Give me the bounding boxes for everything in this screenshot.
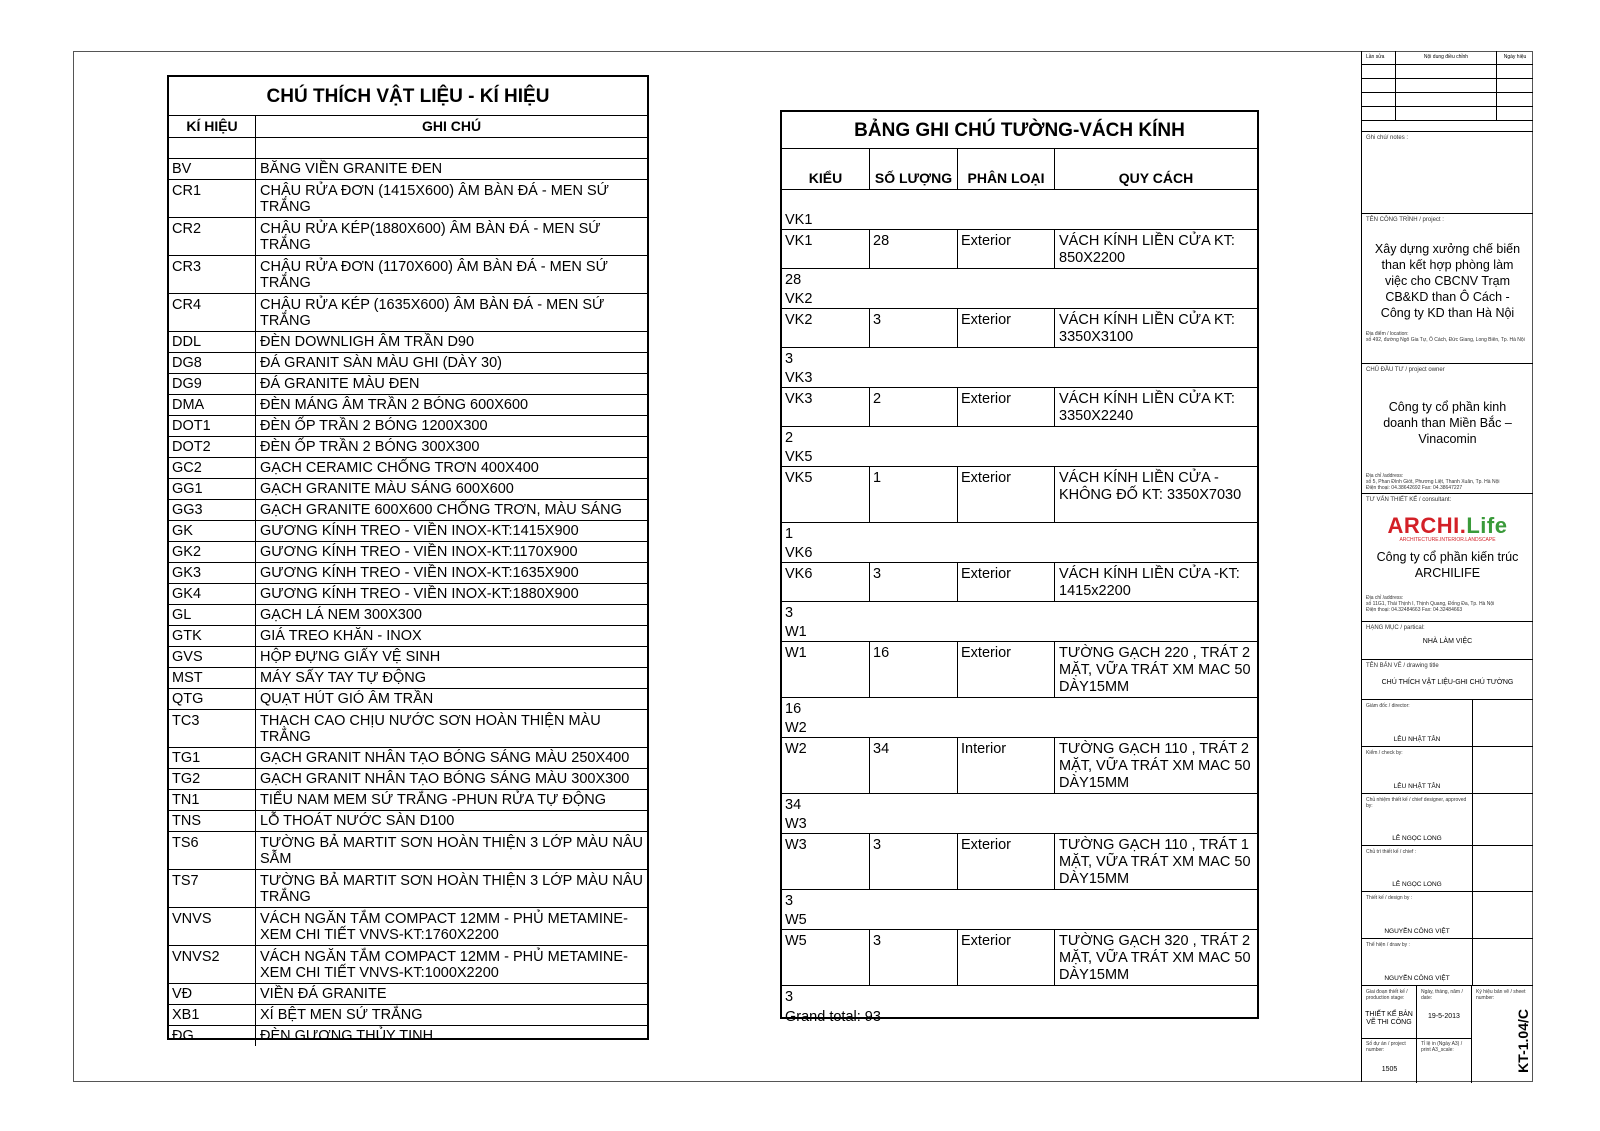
legend-row: [169, 332, 647, 353]
legend-note: GƯƠNG KÍNH TREO - VIỀN INOX-KT:1880X900: [260, 586, 579, 602]
legend-code: DOT1: [169, 416, 256, 436]
consultant-phone: Điện thoại: 04.32484663 Fax: 04.32484663: [1366, 607, 1463, 613]
schedule-spec: VÁCH KÍNH LIỀN CỬA -KT: 1415x2200: [1059, 566, 1240, 599]
rev-col-date: Ngày hiệu: [1503, 54, 1527, 60]
consultant-label: TƯ VẤN THIẾT KẾ / consultant:: [1366, 497, 1452, 503]
legend-code: CR4: [169, 294, 256, 331]
schedule-group-label: VK5: [785, 449, 813, 465]
legend-title: CHÚ THÍCH VẬT LIỆU - KÍ HIỆU: [169, 77, 647, 116]
notes-label: Ghi chú/ notes :: [1366, 135, 1409, 141]
legend-code: TG2: [169, 769, 256, 789]
schedule-qty: 3: [870, 563, 958, 601]
schedule-col-class: PHÂN LOẠI: [958, 149, 1055, 189]
legend-note: TƯỜNG BẢ MARTIT SƠN HOÀN THIỆN 3 LỚP MÀU NÂU SẪM: [260, 835, 643, 867]
legend-note: ĐÁ GRANITE MÀU ĐEN: [260, 376, 420, 392]
schedule-spec: VÁCH KÍNH LIỀN CỬA KT: 3350X2240: [1059, 391, 1235, 424]
legend-code: BV: [169, 159, 256, 179]
schedule-header-row: [782, 149, 1257, 190]
signer-row: [1362, 845, 1533, 891]
rev-col-number: Lần sửa: [1362, 51, 1396, 64]
signer-row: [1362, 699, 1533, 746]
legend-note: HỘP ĐỰNG GIẤY VỆ SINH: [260, 649, 441, 665]
schedule-class: Exterior: [958, 309, 1055, 347]
schedule-group-footer: 3: [785, 605, 794, 621]
drawing-title-section: [1362, 659, 1533, 699]
legend-col-symbol: KÍ HIỆU: [169, 116, 256, 137]
schedule-type: W1: [782, 642, 870, 697]
legend-note: ĐÁ GRANIT SÀN MÀU GHI (DÀY 30): [260, 355, 502, 371]
stage-value: THIẾT KẾ BẢN VẼ THI CÔNG: [1365, 1011, 1413, 1026]
schedule-group-label: W1: [785, 624, 807, 640]
drawing-no-label: Ký hiệu bản vẽ / sheet number:: [1476, 989, 1526, 1001]
item-value: NHÀ LÀM VIỆC: [1422, 638, 1473, 645]
project-section: [1362, 213, 1533, 363]
consultant-address-label: Địa chỉ /address:: [1366, 595, 1404, 601]
schedule-spec: TƯỜNG GẠCH 320 , TRÁT 2 MẶT, VỮA TRÁT XM MAC 50 DÀY15MM: [1059, 933, 1251, 983]
legend-code: CR2: [169, 218, 256, 255]
legend-code: VNVS2: [169, 946, 256, 983]
legend-code: GVS: [169, 647, 256, 667]
schedule-group-footer: 1: [785, 526, 794, 542]
signer-role: Kiểm / check by:: [1366, 750, 1403, 756]
signer-role: Thể hiện / draw by :: [1366, 942, 1410, 948]
legend-code: QTG: [169, 689, 256, 709]
legend-note: GƯƠNG KÍNH TREO - VIỀN INOX-KT:1635X900: [260, 565, 579, 581]
schedule-group-label: VK2: [785, 291, 813, 307]
schedule-group-label: VK6: [785, 545, 813, 561]
schedule-row: [782, 467, 1257, 523]
legend-row: [169, 626, 647, 647]
legend-row: [169, 395, 647, 416]
project-name: Xây dựng xưởng chế biến than kết hợp phòng làm việc cho CBCNV Trạm CB&KD than Ô Cách - Công ty KD than Hà Nội: [1374, 242, 1521, 320]
signer-role: Chủ trì thiết kế / chief :: [1366, 849, 1417, 855]
legend-note: VÁCH NGĂN TẮM COMPACT 12MM - PHỦ METAMINE-XEM CHI TIẾT VNVS-KT:1760X2200: [260, 911, 628, 943]
schedule-group-footer: 28: [785, 272, 802, 288]
schedule-group-footer: 2: [785, 430, 794, 446]
legend-row: [169, 542, 647, 563]
schedule-type: VK3: [782, 388, 870, 426]
legend-row: [169, 256, 647, 294]
signer-name: NGUYỄN CÔNG VIỆT: [1384, 975, 1450, 982]
legend-row: [169, 769, 647, 790]
legend-note: THẠCH CAO CHỊU NƯỚC SƠN HOÀN THIỆN MÀU TRẮNG: [260, 713, 601, 745]
schedule-group-footer: 16: [785, 701, 802, 717]
scale-label: Tỉ lệ in (Ngày A3) / print A3_scale:: [1421, 1041, 1463, 1053]
legend-code: GG3: [169, 500, 256, 520]
schedule-row: [782, 930, 1257, 986]
legend-code: GL: [169, 605, 256, 625]
schedule-type: VK1: [782, 230, 870, 268]
schedule-type: W5: [782, 930, 870, 985]
schedule-qty: 1: [870, 467, 958, 522]
schedule-group-header: [782, 523, 1257, 563]
legend-row: [169, 946, 647, 984]
legend-code: XB1: [169, 1005, 256, 1025]
legend-note: TƯỜNG BẢ MARTIT SƠN HOÀN THIỆN 3 LỚP MÀU NÂU TRẮNG: [260, 873, 643, 905]
schedule-col-type: KIỂU: [782, 149, 870, 189]
signer-role: Thiết kế / design by :: [1366, 895, 1413, 901]
legend-row: [169, 180, 647, 218]
signer-row: [1362, 891, 1533, 938]
legend-row: [169, 294, 647, 332]
schedule-grand-total: Grand total: 93: [785, 1009, 881, 1025]
legend-code: TNS: [169, 811, 256, 831]
schedule-qty: 16: [870, 642, 958, 697]
legend-row: [169, 811, 647, 832]
archilife-logo: [1362, 513, 1533, 539]
legend-code: TN1: [169, 790, 256, 810]
schedule-class: Exterior: [958, 563, 1055, 601]
owner-address-label: Địa chỉ /address:: [1366, 473, 1404, 479]
schedule-group-header: [782, 190, 1257, 230]
schedule-row: [782, 642, 1257, 698]
legend-row: [169, 908, 647, 946]
legend-code: VNVS: [169, 908, 256, 945]
legend-note: TIỂU NAM MEM SỨ TRẮNG -PHUN RỬA TỰ ĐỘNG: [260, 792, 606, 808]
legend-note: GẠCH GRANIT NHÂN TẠO BÓNG SÁNG MÀU 300X300: [260, 771, 630, 787]
schedule-qty: 3: [870, 309, 958, 347]
schedule-spec: TƯỜNG GẠCH 110 , TRÁT 2 MẶT, VỮA TRÁT XM MAC 50 DÀY15MM: [1059, 741, 1251, 791]
schedule-row: [782, 230, 1257, 269]
legend-row: [169, 437, 647, 458]
legend-header-row: [169, 116, 647, 138]
schedule-group-header: [782, 890, 1257, 930]
schedule-group-footer: 34: [785, 797, 802, 813]
schedule-group-label: W3: [785, 816, 807, 832]
revision-grid: [1362, 51, 1533, 131]
schedule-spec: TƯỜNG GẠCH 110 , TRÁT 1 MẶT, VỮA TRÁT XM MAC 50 DÀY15MM: [1059, 837, 1251, 887]
legend-note: GƯƠNG KÍNH TREO - VIỀN INOX-KT:1170X900: [260, 544, 578, 560]
drawing-title: CHÚ THÍCH VẬT LIỆU-GHI CHÚ TƯỜNG: [1381, 679, 1514, 686]
schedule-qty: 3: [870, 834, 958, 889]
legend-note: GẠCH LÁ NEM 300X300: [260, 607, 422, 623]
legend-note: ĐÈN ỐP TRẦN 2 BÓNG 300X300: [260, 439, 480, 455]
wall-glass-schedule-table: [780, 110, 1259, 1025]
legend-note: CHẬU RỬA KÉP(1880X600) ÂM BÀN ĐÁ - MEN SỨ TRẮNG: [260, 221, 601, 253]
schedule-type: W3: [782, 834, 870, 889]
stage-label: Giai đoạn thiết kế / production stage:: [1366, 989, 1408, 1001]
schedule-row: [782, 738, 1257, 794]
legend-code: DOT2: [169, 437, 256, 457]
schedule-group-label: VK1: [785, 212, 813, 228]
legend-col-note: GHI CHÚ: [421, 118, 482, 134]
project-no: 1505: [1381, 1066, 1398, 1073]
schedule-spec: TƯỜNG GẠCH 220 , TRÁT 2 MẶT, VỮA TRÁT XM MAC 50 DÀY15MM: [1059, 645, 1251, 695]
schedule-group-header: [782, 269, 1257, 309]
legend-note: VIỀN ĐÁ GRANITE: [260, 986, 387, 1002]
drawing-number: KT-1.04/C: [1515, 1009, 1531, 1073]
consultant-name: Công ty cổ phần kiến trúc ARCHILIFE: [1376, 550, 1519, 580]
schedule-group-label: W5: [785, 912, 807, 928]
signer-name: LÊU NHẬT TÂN: [1393, 736, 1441, 743]
legend-note: CHẬU RỬA ĐƠN (1170X600) ÂM BÀN ĐÁ - MEN SỨ TRẮNG: [260, 259, 608, 291]
location-text: số 492, đường Ngô Gia Tự, Ô Cách, Đức Giang, Long Biên, Tp. Hà Nội: [1366, 337, 1525, 343]
legend-row: [169, 500, 647, 521]
legend-row: [169, 710, 647, 748]
legend-row: [169, 1005, 647, 1026]
legend-note: GẠCH CERAMIC CHỐNG TRƠN 400X400: [260, 460, 539, 476]
legend-row: [169, 870, 647, 908]
consultant-section: [1362, 493, 1533, 621]
schedule-spec: VÁCH KÍNH LIỀN CỬA - KHÔNG ĐỐ KT: 3350X7030: [1059, 470, 1242, 503]
legend-note: GẠCH GRANIT NHÂN TẠO BÓNG SÁNG MÀU 250X400: [260, 750, 630, 766]
legend-row: [169, 748, 647, 769]
schedule-class: Exterior: [958, 230, 1055, 268]
logo-subtitle: ARCHITECTURE.INTERIOR.LANDSCAPE: [1399, 537, 1496, 543]
bottom-info-section: [1362, 985, 1533, 1082]
legend-row: [169, 984, 647, 1005]
schedule-row: [782, 563, 1257, 602]
legend-note: ĐÈN MÁNG ÂM TRẦN 2 BÓNG 600X600: [260, 397, 529, 413]
legend-code: TS6: [169, 832, 256, 869]
schedule-class: Exterior: [958, 930, 1055, 985]
legend-note: GẠCH GRANITE 600X600 CHỐNG TRƠN, MÀU SÁNG: [260, 502, 622, 518]
schedule-title: BẢNG GHI CHÚ TƯỜNG-VÁCH KÍNH: [782, 112, 1257, 149]
legend-note: LỖ THOÁT NƯỚC SÀN D100: [260, 813, 455, 829]
legend-code: VĐ: [169, 984, 256, 1004]
legend-row: [169, 521, 647, 542]
schedule-type: VK6: [782, 563, 870, 601]
schedule-col-spec: QUY CÁCH: [1118, 170, 1194, 186]
legend-note: CHẬU RỬA ĐƠN (1415X600) ÂM BÀN ĐÁ - MEN SỨ TRẮNG: [260, 183, 610, 215]
legend-row: [169, 689, 647, 710]
schedule-qty: 34: [870, 738, 958, 793]
legend-note: CHẬU RỬA KÉP (1635X600) ÂM BÀN ĐÁ - MEN SỨ TRẮNG: [260, 297, 605, 329]
legend-note: GẠCH GRANITE MÀU SÁNG 600X600: [260, 481, 514, 497]
legend-row: [169, 458, 647, 479]
schedule-spec: VÁCH KÍNH LIỀN CỬA KT: 3350X3100: [1059, 312, 1235, 345]
schedule-group-footer: 3: [785, 351, 794, 367]
legend-code: ĐG: [169, 1026, 256, 1046]
schedule-qty: 28: [870, 230, 958, 268]
legend-row: [169, 479, 647, 500]
legend-code: GG1: [169, 479, 256, 499]
legend-code: DG9: [169, 374, 256, 394]
logo-archi: ARCHI.: [1387, 513, 1467, 538]
legend-note: QUẠT HÚT GIÓ ÂM TRẦN: [260, 691, 434, 707]
owner-name: Công ty cổ phần kinh doanh than Miền Bắc – Vinacomin: [1383, 400, 1512, 446]
signer-row: [1362, 746, 1533, 793]
signer-role: Giám đốc / director:: [1366, 703, 1410, 709]
legend-code: MST: [169, 668, 256, 688]
schedule-class: Exterior: [958, 834, 1055, 889]
schedule-type: VK5: [782, 467, 870, 522]
schedule-qty: 3: [870, 930, 958, 985]
legend-row: [169, 832, 647, 870]
legend-empty-row: [169, 138, 647, 159]
legend-code: TC3: [169, 710, 256, 747]
legend-code: TG1: [169, 748, 256, 768]
schedule-group-footer: 3: [785, 893, 794, 909]
legend-row: [169, 218, 647, 256]
schedule-qty: 2: [870, 388, 958, 426]
legend-code: GK2: [169, 542, 256, 562]
schedule-class: Exterior: [958, 388, 1055, 426]
legend-code: TS7: [169, 870, 256, 907]
schedule-group-header: [782, 348, 1257, 388]
legend-row: [169, 647, 647, 668]
legend-note: GIÁ TREO KHĂN - INOX: [260, 628, 422, 644]
item-section: [1362, 621, 1533, 659]
legend-note: GƯƠNG KÍNH TREO - VIỀN INOX-KT:1415X900: [260, 523, 579, 539]
schedule-group-header: [782, 794, 1257, 834]
legend-code: GK: [169, 521, 256, 541]
signer-name: LÊU NHẬT TÂN: [1393, 783, 1441, 790]
signer-row: [1362, 938, 1533, 985]
legend-row: [169, 605, 647, 626]
schedule-group-header: [782, 427, 1257, 467]
legend-note: ĐÈN ỐP TRẦN 2 BÓNG 1200X300: [260, 418, 488, 434]
legend-note: XÍ BỆT MEN SỨ TRẮNG: [260, 1007, 423, 1023]
legend-note: BĂNG VIỀN GRANITE ĐEN: [260, 161, 443, 177]
legend-code: DG8: [169, 353, 256, 373]
consultant-address: số 11G1, Thái Thịnh I, Thịnh Quang, Đống Đa, Tp. Hà Nội: [1366, 601, 1495, 607]
title-block: [1361, 51, 1533, 1082]
legend-note: VÁCH NGĂN TẮM COMPACT 12MM - PHỦ METAMINE-XEM CHI TIẾT VNVS-KT:1000X2200: [260, 949, 628, 981]
signer-name: LÊ NGỌC LONG: [1392, 835, 1442, 842]
schedule-class: Exterior: [958, 642, 1055, 697]
owner-section: [1362, 363, 1533, 493]
schedule-col-qty: SỐ LƯỢNG: [870, 149, 958, 189]
signer-name: NGUYỄN CÔNG VIỆT: [1384, 928, 1450, 935]
logo-life: Life: [1466, 513, 1508, 538]
schedule-row: [782, 834, 1257, 890]
legend-code: DMA: [169, 395, 256, 415]
notes-section: [1362, 131, 1533, 213]
schedule-row: [782, 388, 1257, 427]
schedule-spec: VÁCH KÍNH LIỀN CỬA KT: 850X2200: [1059, 233, 1235, 266]
legend-code: GK3: [169, 563, 256, 583]
legend-code: CR3: [169, 256, 256, 293]
legend-code: GTK: [169, 626, 256, 646]
legend-code: DDL: [169, 332, 256, 352]
signer-name: LÊ NGỌC LONG: [1392, 881, 1442, 888]
signer-role: Chủ nhiệm thiết kế / chief designer, approved by:: [1366, 797, 1467, 809]
legend-row: [169, 416, 647, 437]
legend-code: CR1: [169, 180, 256, 217]
legend-row: [169, 159, 647, 180]
legend-row: [169, 1026, 647, 1046]
schedule-class: Exterior: [958, 467, 1055, 522]
legend-row: [169, 790, 647, 811]
schedule-class: Interior: [958, 738, 1055, 793]
legend-row: [169, 353, 647, 374]
schedule-group-header: [782, 602, 1257, 642]
owner-label: CHỦ ĐẦU TƯ / project owner: [1366, 367, 1445, 373]
schedule-group-header: [782, 698, 1257, 738]
location-label: Địa điểm / location:: [1366, 331, 1409, 337]
legend-note: ĐÈN DOWNLIGH ÂM TRẦN D90: [260, 334, 475, 350]
legend-code: GC2: [169, 458, 256, 478]
legend-row: [169, 374, 647, 395]
drawing-title-label: TÊN BẢN VẼ / drawing title: [1366, 663, 1439, 669]
schedule-row: [782, 309, 1257, 348]
schedule-group-footer: 3: [785, 989, 794, 1005]
date-value: 19-5-2013: [1428, 1013, 1460, 1020]
signer-row: [1362, 793, 1533, 845]
rev-col-content: Nội dung điều chỉnh: [1396, 51, 1497, 64]
schedule-type: W2: [782, 738, 870, 793]
project-no-label: Số dự án / project number:: [1366, 1041, 1406, 1053]
legend-row: [169, 563, 647, 584]
legend-row: [169, 668, 647, 689]
legend-code: GK4: [169, 584, 256, 604]
schedule-group-label: VK3: [785, 370, 813, 386]
legend-note: MÁY SẤY TAY TỰ ĐỘNG: [260, 670, 427, 686]
date-label: Ngày, tháng, năm / date:: [1421, 989, 1463, 1001]
schedule-type: VK2: [782, 309, 870, 347]
project-label: TÊN CÔNG TRÌNH / project :: [1366, 217, 1444, 223]
legend-row: [169, 584, 647, 605]
owner-address: số 5, Phan Đình Giót, Phương Liệt, Thanh Xuân, Tp. Hà Nội: [1366, 479, 1500, 485]
item-label: HẠNG MỤC / partical:: [1366, 625, 1425, 631]
owner-phone: Điện thoại: 04.38642692 Fax: 04.38647227: [1366, 485, 1463, 491]
schedule-group-label: W2: [785, 720, 807, 736]
material-legend-table: [167, 75, 649, 1044]
legend-note: ĐÈN GƯƠNG THỦY TINH: [260, 1028, 434, 1044]
